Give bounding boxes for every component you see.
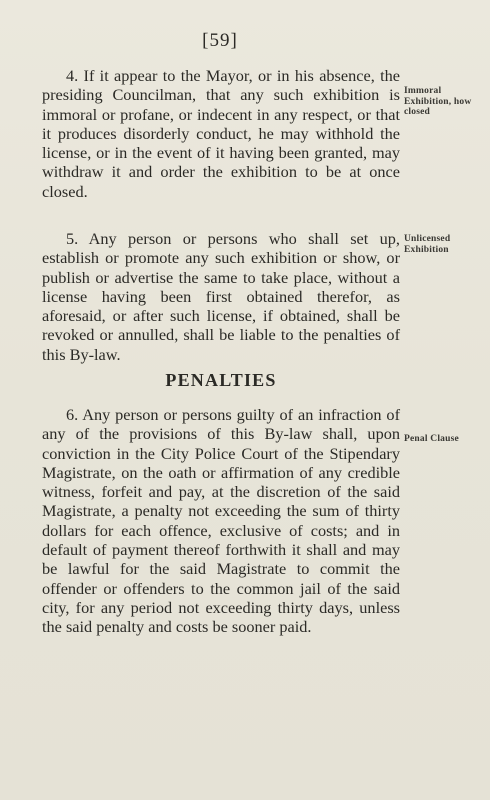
- penalties-heading: PENALTIES: [165, 370, 277, 390]
- page-number: [59]: [202, 30, 238, 51]
- section-5-text: 5. Any person or persons who shall set up, establish or promote any such exhibition or show, or publish or advertise the same to take place, without a license having been first obtained therefor, as aforesaid, or after such license, if obtained, shall be revoked or annulled, shall be liable to the penalties of this By-law.: [42, 229, 400, 364]
- margin-note-immoral-exhibition: Immoral Exhibition, how closed: [404, 86, 472, 117]
- section-4-text: 4. If it appear to the Mayor, or in his absence, the presiding Councilman, that any such exhibition is immoral or profane, or indecent in any respect, or that it produces disorderly conduct, he may withhold the license, or in the event of it having been granted, may withdraw it and order the exhibition to be at once closed.: [42, 66, 400, 201]
- margin-note-unlicensed-exhibition: Unlicensed Exhibition: [404, 234, 451, 255]
- margin-note-penal-clause: Penal Clause: [404, 434, 459, 444]
- section-6-text: 6. Any person or persons guilty of an infraction of any of the provisions of this By-law shall, upon conviction in the City Police Court of the Stipendary Magistrate, on the oath or affirmation of any credible witness, forfeit and pay, at the discretion of the said Magistrate, a penalty not exceeding the sum of thirty dollars for each offence, exclusive of costs; and in default of payment thereof forthwith it shall and may be lawful for the said Magistrate to commit the offender or offenders to the common jail of the said city, for any period not exceeding thirty days, unless the said penalty and costs be sooner paid.: [42, 405, 400, 637]
